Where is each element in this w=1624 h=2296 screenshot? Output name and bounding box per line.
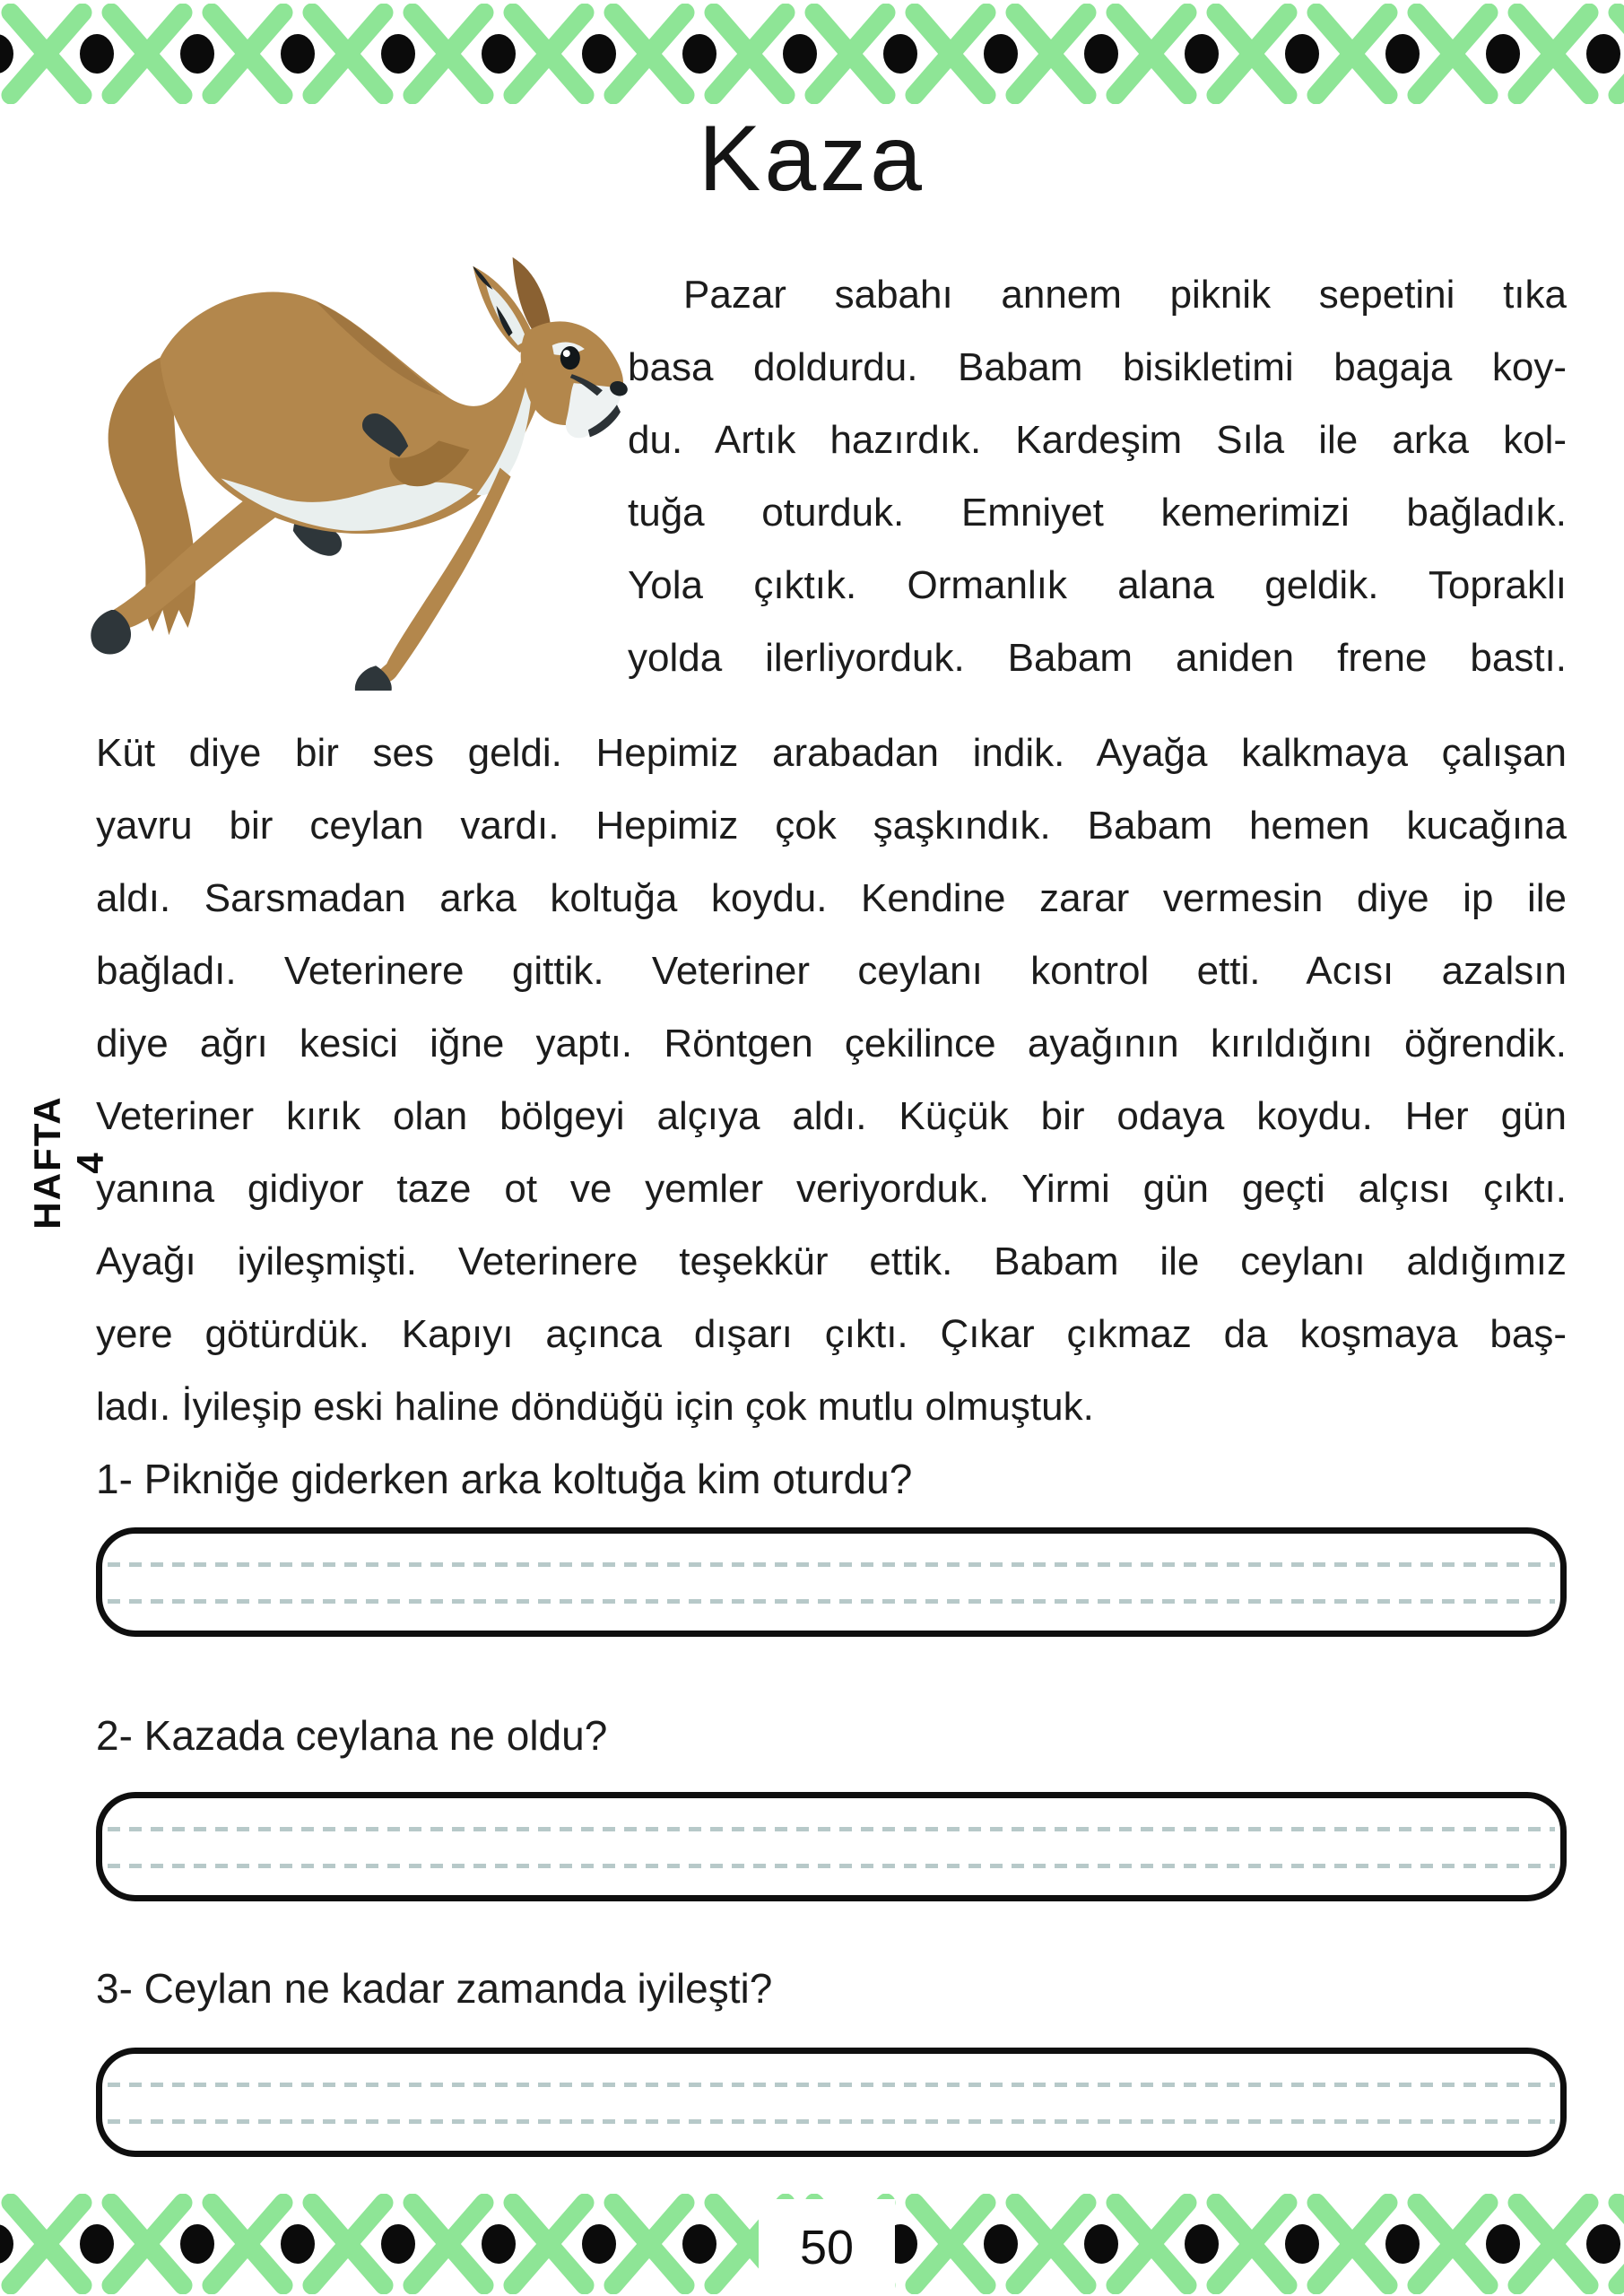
story-line: tuğa oturduk. Emniyet kemerimizi bağladık. (628, 491, 1567, 535)
story-paragraph-right-column (628, 258, 1567, 694)
story-line: yolda ilerliyorduk. Babam aniden frene bastı. (628, 636, 1567, 680)
x-pattern-top-border-icon (0, 4, 1624, 104)
story-paragraph-full-width (96, 717, 1567, 1443)
running-gazelle-illustration (70, 253, 628, 691)
story-line: du. Artık hazırdık. Kardeşim Sıla ile arka kol- (628, 418, 1567, 462)
story-line: Küt diye bir ses geldi. Hepimiz arabadan indik. Ayağa kalkmaya çalışan (96, 731, 1567, 775)
writing-guide-line (108, 1599, 1555, 1604)
answer-box-3[interactable] (96, 2048, 1567, 2157)
story-line: basa doldurdu. Babam bisikletimi bagaja koy- (628, 345, 1567, 389)
writing-guide-line (108, 2083, 1555, 2087)
question-3-label: 3- Ceylan ne kadar zamanda iyileşti? (96, 1965, 773, 2012)
story-line: aldı. Sarsmadan arka koltuğa koydu. Kendine zarar vermesin diye ip ile (96, 876, 1567, 920)
story-line: Pazar sabahı annem piknik sepetini tıka (683, 273, 1567, 317)
story-line: Veteriner kırık olan bölgeyi alçıya aldı. Küçük bir odaya koydu. Her gün (96, 1094, 1567, 1138)
writing-guide-line (108, 1827, 1555, 1831)
story-line: ladı. İyileşip eski haline döndüğü için çok mutlu olmuştuk. (96, 1385, 1094, 1429)
answer-box-1[interactable] (96, 1527, 1567, 1637)
story-line: yere götürdük. Kapıyı açınca dışarı çıktı. Çıkar çıkmaz da koşmaya baş- (96, 1312, 1567, 1356)
page-number: 50 (799, 2221, 855, 2274)
answer-box-2[interactable] (96, 1792, 1567, 1901)
page-title: Kaza (698, 107, 926, 211)
story-line: yavru bir ceylan vardı. Hepimiz çok şaşkındık. Babam hemen kucağına (96, 804, 1567, 848)
story-line: diye ağrı kesici iğne yaptı. Röntgen çekilince ayağının kırıldığını öğrendik. (96, 1022, 1567, 1065)
question-2-label: 2- Kazada ceylana ne oldu? (96, 1712, 608, 1759)
writing-guide-line (108, 2119, 1555, 2124)
story-line: Ayağı iyileşmişti. Veterinere teşekkür ettik. Babam ile ceylanı aldığımız (96, 1239, 1567, 1283)
story-line: Yola çıktık. Ormanlık alana geldik. Topraklı (628, 563, 1567, 607)
story-line: yanına gidiyor taze ot ve yemler veriyorduk. Yirmi gün geçti alçısı çıktı. (96, 1167, 1567, 1211)
page-number-badge (759, 2199, 895, 2296)
writing-guide-line (108, 1864, 1555, 1868)
writing-guide-line (108, 1562, 1555, 1567)
story-line: bağladı. Veterinere gittik. Veteriner ceylanı kontrol etti. Acısı azalsın (96, 949, 1567, 993)
week-label: HAFTA 4 (26, 1095, 111, 1230)
question-1-label: 1- Pikniğe giderken arka koltuğa kim oturdu? (96, 1456, 913, 1502)
